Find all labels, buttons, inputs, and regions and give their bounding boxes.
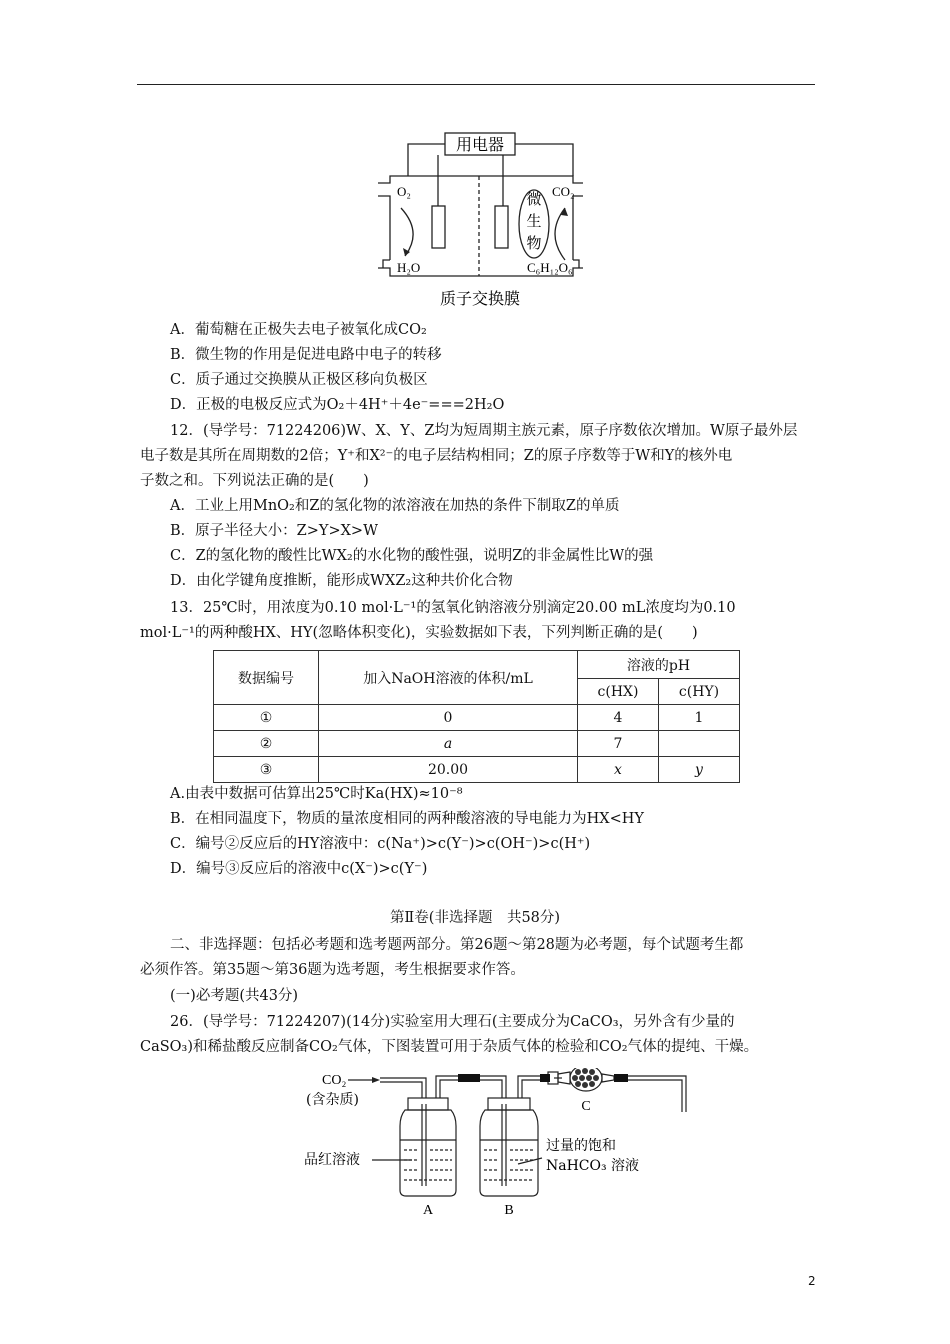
part2-subheading: (一)必考题(共43分) (170, 988, 299, 1004)
q26-line-1: 26．(导学号：71224207)(14分)实验室用大理石(主要成分为CaCO₃，另外含有少量的 (170, 1014, 735, 1030)
row-hx: 4 (578, 705, 659, 731)
part2-title: 第Ⅱ卷(非选择题 共58分) (389, 910, 561, 926)
row-volume: 0 (319, 705, 578, 731)
q13-option-d: D．编号③反应后的溶液中c(X⁻)>c(Y⁻) (170, 861, 428, 877)
header-ph: 溶液的pH (578, 651, 740, 679)
q11-option-d: D．正极的电极反应式为O₂＋4H⁺＋4e⁻===2H₂O (170, 397, 505, 413)
nahco3-label-line-1: 过量的饱和 (546, 1138, 616, 1154)
fuchsin-solution-label: 品红溶液 (304, 1152, 360, 1168)
row-volume: a (319, 731, 578, 757)
part2-intro-line-2: 必须作答。第35题～第36题为选考题，考生根据要求作答。 (140, 962, 525, 978)
microbe-char-1: 微 (526, 190, 542, 208)
membrane-label: 质子交换膜 (439, 289, 521, 308)
titration-table (213, 650, 740, 783)
row-hy (659, 731, 740, 757)
q12-stem-line-1: 12．(导学号：71224206)W、X、Y、Z均为短周期主族元素，原子序数依次增加。W原子最外层 (170, 423, 798, 439)
header-hy: c(HY) (659, 679, 740, 705)
q13-option-c: C．编号②反应后的HY溶液中：c(Na⁺)>c(Y⁻)>c(OH⁻)>c(H⁺) (170, 836, 591, 852)
bottle-b-label: B (504, 1203, 514, 1218)
row-hy: y (659, 757, 740, 783)
q13-stem-line-1: 13．25℃时，用浓度为0.10 mol·L⁻¹的氢氧化钠溶液分别滴定20.00 mL浓度均为0.10 (170, 600, 736, 616)
bottle-a-label: A (422, 1203, 434, 1218)
co2-inlet-label: CO₂ (322, 1073, 347, 1088)
row-id: ① (214, 705, 319, 731)
q12-option-b: B．原子半径大小：Z>Y>X>W (170, 523, 378, 539)
microbe-char-2: 生 (526, 212, 542, 230)
co2-label: CO₂ (552, 184, 575, 199)
fuel-cell-diagram (375, 128, 585, 310)
glucose-label: C₆H₁₂O₆ (527, 260, 573, 275)
row-hx: x (578, 757, 659, 783)
q13-stem-line-2: mol·L⁻¹的两种酸HX、HY(忽略体积变化)，实验数据如下表，下列判断正确的是( ) (140, 625, 698, 641)
q12-stem-line-3: 子数之和。下列说法正确的是( ) (140, 473, 369, 489)
q26-line-2: CaSO₃)和稀盐酸反应制备CO₂气体，下图装置可用于杂质气体的检验和CO₂气体的提纯、干燥。 (140, 1039, 759, 1055)
table-row (214, 705, 740, 731)
h2o-label: H₂O (397, 260, 421, 275)
nahco3-label-line-2: NaHCO₃ 溶液 (546, 1158, 640, 1174)
q13-option-a: A.由表中数据可估算出25℃时Ka(HX)≈10⁻⁸ (170, 786, 463, 802)
row-volume: 20.00 (319, 757, 578, 783)
row-hx: 7 (578, 731, 659, 757)
q12-option-a: A．工业上用MnO₂和Z的氢化物的浓溶液在加热的条件下制取Z的单质 (170, 498, 620, 514)
impurity-label: (含杂质) (306, 1092, 359, 1108)
page-number: 2 (808, 1274, 816, 1288)
q11-option-b: B．微生物的作用是促进电路中电子的转移 (170, 347, 442, 363)
q11-option-c: C．质子通过交换膜从正极区移向负极区 (170, 372, 428, 388)
microbe-char-3: 物 (526, 234, 542, 252)
top-rule (137, 84, 815, 85)
o2-label: O₂ (397, 184, 411, 199)
q12-option-c: C．Z的氢化物的酸性比WX₂的水化物的酸性强，说明Z的非金属性比W的强 (170, 548, 654, 564)
q12-stem-line-2: 电子数是其所在周期数的2倍；Y⁺和X²⁻的电子层结构相同；Z的原子序数等于W和Y的核外电 (140, 448, 733, 464)
row-id: ② (214, 731, 319, 757)
row-id: ③ (214, 757, 319, 783)
table-row (214, 731, 740, 757)
purification-apparatus-diagram (300, 1068, 700, 1218)
table-row (214, 757, 740, 783)
header-volume: 加入NaOH溶液的体积/mL (319, 651, 578, 705)
row-hy: 1 (659, 705, 740, 731)
q13-option-b: B．在相同温度下，物质的量浓度相同的两种酸溶液的导电能力为HX<HY (170, 811, 644, 827)
part2-intro-line-1: 二、非选择题：包括必考题和选考题两部分。第26题～第28题为必考题，每个试题考生都 (170, 937, 744, 953)
header-hx: c(HX) (578, 679, 659, 705)
drying-tube-c-label: C (581, 1099, 591, 1114)
load-label: 用电器 (455, 135, 505, 154)
q12-option-d: D．由化学键角度推断，能形成WXZ₂这种共价化合物 (170, 573, 513, 589)
header-id: 数据编号 (214, 651, 319, 705)
q11-option-a: A．葡萄糖在正极失去电子被氧化成CO₂ (170, 322, 427, 338)
